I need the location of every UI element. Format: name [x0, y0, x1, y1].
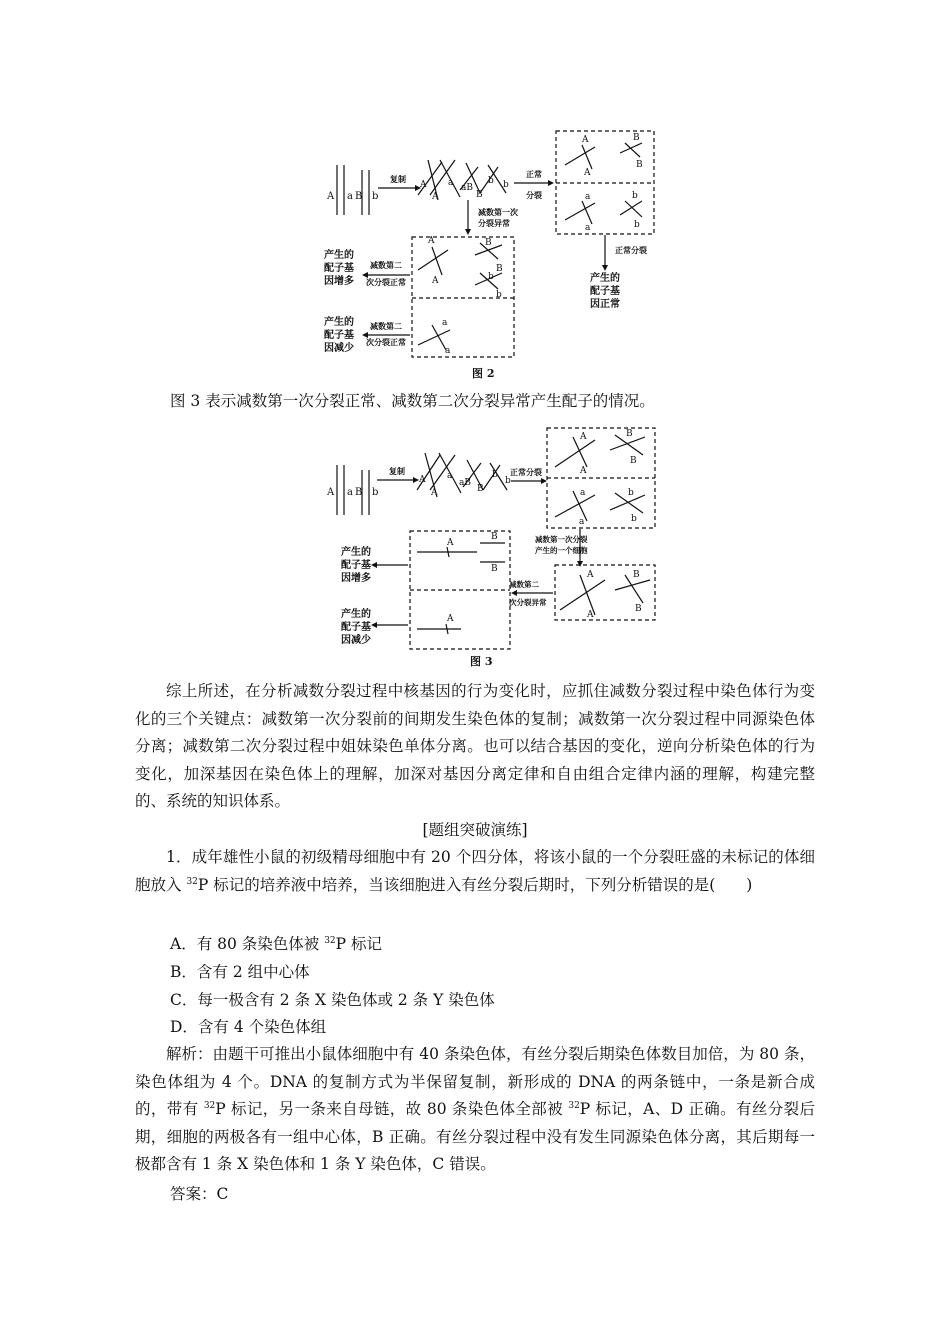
analysis-paragraph: 解析：由题干可推出小鼠体细胞中有 40 条染色体，有丝分裂后期染色体数目加倍，为 80 条，染色体组为 4 个。DNA 的复制方式为半保留复制，新形成的 DNA 的两条链中，一条是新合成的，带有 $^{32}$P 标记，另一条来自母链，故 80 条染色体全部被 $^{32}$P 标记，A、D 正确。有丝分裂后期，细胞的两极各有一组中心体，B 正确。有丝分裂过程中没有发生同源染色体分离，其后期每一极都含有 1 条 X 染色体和 1 条 Y 染色体，C 错误。 — [135, 1045, 815, 1173]
svg-text:因减少: 因减少 — [341, 635, 371, 646]
replicated-chromosomes — [417, 453, 511, 498]
svg-text:正常: 正常 — [526, 169, 542, 179]
svg-text:B: B — [626, 429, 633, 439]
initial-chromosomes — [326, 165, 378, 215]
svg-text:A: A — [447, 614, 454, 624]
svg-text:减数第二: 减数第二 — [370, 321, 402, 331]
svg-text:产生的: 产生的 — [590, 273, 620, 284]
svg-text:B: B — [635, 604, 642, 614]
figure-2-caption: 图 2 — [472, 367, 495, 380]
svg-text:A: A — [582, 135, 589, 145]
svg-text:A: A — [587, 570, 594, 580]
svg-text:配子基: 配子基 — [341, 622, 371, 633]
svg-text:b: b — [634, 220, 640, 230]
svg-text:产生的: 产生的 — [324, 317, 354, 328]
figure-3 — [325, 425, 665, 670]
svg-text:产生的: 产生的 — [324, 250, 354, 261]
svg-text:A: A — [419, 475, 426, 485]
svg-text:aB: aB — [459, 478, 471, 488]
svg-text:a: a — [445, 346, 451, 356]
svg-text:次分裂异常: 次分裂异常 — [509, 598, 547, 607]
svg-text:B: B — [496, 264, 503, 274]
svg-text:a: a — [579, 517, 585, 527]
svg-text:次分裂正常: 次分裂正常 — [366, 337, 406, 347]
svg-text:B: B — [355, 487, 363, 498]
svg-text:a: a — [585, 192, 591, 202]
abnormal-meiosis1-box — [412, 236, 514, 357]
svg-text:A: A — [584, 168, 591, 178]
svg-text:A: A — [447, 538, 454, 548]
svg-text:B: B — [630, 456, 637, 466]
option-c: C．每一极含有 2 条 X 染色体或 2 条 Y 染色体 — [170, 991, 495, 1009]
svg-text:a: a — [442, 318, 448, 328]
replicated-chromosomes — [418, 160, 509, 202]
svg-text:A: A — [587, 610, 594, 620]
svg-text:A: A — [431, 488, 438, 498]
svg-text:b: b — [492, 470, 498, 480]
svg-text:配子基: 配子基 — [324, 330, 354, 341]
svg-text:B: B — [491, 564, 498, 574]
svg-text:A: A — [432, 192, 439, 202]
svg-text:b: b — [632, 191, 638, 201]
initial-chromosomes — [326, 465, 378, 515]
svg-text:A: A — [580, 466, 587, 476]
svg-text:A: A — [580, 432, 587, 442]
svg-text:配子基: 配子基 — [324, 263, 354, 274]
figure-3-caption: 图 3 — [470, 655, 493, 668]
svg-text:A: A — [327, 487, 335, 498]
svg-text:分裂异常: 分裂异常 — [478, 218, 510, 228]
abnormal-meiosis2-box — [410, 531, 510, 649]
svg-text:b: b — [505, 476, 511, 486]
svg-text:a: a — [448, 178, 454, 188]
svg-text:a: a — [580, 488, 586, 498]
svg-text:因增多: 因增多 — [341, 573, 371, 584]
svg-text:复制: 复制 — [389, 466, 405, 476]
svg-text:产生的: 产生的 — [341, 547, 371, 558]
svg-text:b: b — [496, 290, 502, 300]
svg-text:分裂: 分裂 — [526, 190, 542, 200]
svg-text:减数第二: 减数第二 — [370, 260, 402, 270]
svg-text:正常分裂: 正常分裂 — [510, 467, 542, 477]
option-a: A．有 80 条染色体被 $^{32}$P 标记 — [170, 935, 383, 953]
svg-text:复制: 复制 — [390, 174, 406, 184]
svg-text:b: b — [488, 272, 494, 282]
svg-text:a: a — [447, 471, 453, 481]
svg-text:正常分裂: 正常分裂 — [615, 245, 647, 255]
svg-text:b: b — [372, 487, 379, 498]
svg-text:减数第二: 减数第二 — [509, 580, 539, 589]
svg-text:aB: aB — [461, 183, 473, 193]
summary-paragraph: 综上所述，在分析减数分裂过程中核基因的行为变化时，应抓住减数分裂过程中染色体行为变化的三个关键点：减数第一次分裂前的间期发生染色体的复制；减数第一次分裂过程中同源染色体分离；减数第二次分裂过程中姐妹染色单体分离。也可以结合基因的变化，逆向分析染色体的行为变化，加深基因在染色体上的理解，加深对基因分离定律和自由组合定律内涵的理解，构建完整的、系统的知识体系。 — [135, 682, 815, 810]
normal-meiosis1-box — [556, 131, 654, 234]
svg-text:B: B — [476, 190, 483, 200]
svg-text:配子基: 配子基 — [590, 286, 620, 297]
svg-text:减数第一次分裂: 减数第一次分裂 — [535, 535, 588, 544]
meiosis1-product-box — [555, 565, 655, 620]
svg-text:a: a — [347, 487, 353, 498]
svg-text:b: b — [488, 176, 494, 186]
option-b: B．含有 2 组中心体 — [170, 963, 310, 981]
section-title: [题组突破演练] — [422, 821, 528, 839]
svg-text:A: A — [327, 191, 335, 202]
svg-text:b: b — [372, 191, 379, 202]
svg-text:B: B — [491, 532, 498, 542]
svg-text:B: B — [355, 191, 363, 202]
svg-text:因正常: 因正常 — [590, 299, 620, 310]
svg-text:A: A — [420, 180, 427, 190]
intro-text: 图 3 表示减数第一次分裂正常、减数第二次分裂异常产生配子的情况。 — [170, 392, 655, 410]
option-d: D．含有 4 个染色体组 — [170, 1018, 327, 1036]
svg-text:b: b — [503, 180, 509, 190]
question-stem: 1．成年雄性小鼠的初级精母细胞中有 20 个四分体，将该小鼠的一个分裂旺盛的未标记的体细胞放入 $^{32}$P 标记的培养液中培养，当该细胞进入有丝分裂后期时，下列分析错误的是( ) — [135, 848, 815, 894]
svg-text:B: B — [485, 238, 492, 248]
svg-text:a: a — [585, 223, 591, 233]
svg-text:次分裂正常: 次分裂正常 — [366, 277, 406, 287]
svg-text:B: B — [636, 160, 643, 170]
svg-text:减数第一次: 减数第一次 — [478, 207, 518, 217]
svg-text:B: B — [477, 484, 484, 494]
svg-text:a: a — [347, 191, 353, 202]
svg-text:产生的一个细胞: 产生的一个细胞 — [535, 546, 588, 555]
svg-text:A: A — [432, 276, 439, 286]
svg-text:A: A — [428, 236, 435, 246]
svg-text:因减少: 因减少 — [324, 343, 354, 354]
svg-text:b: b — [631, 514, 637, 524]
svg-text:B: B — [633, 570, 640, 580]
svg-text:配子基: 配子基 — [341, 560, 371, 571]
svg-text:B: B — [633, 133, 640, 143]
svg-text:产生的: 产生的 — [341, 609, 371, 620]
figure-2 — [320, 125, 665, 385]
normal-meiosis1-box — [547, 428, 655, 528]
svg-text:b: b — [628, 488, 634, 498]
svg-text:因增多: 因增多 — [324, 276, 354, 287]
answer: 答案：C — [170, 1185, 229, 1203]
